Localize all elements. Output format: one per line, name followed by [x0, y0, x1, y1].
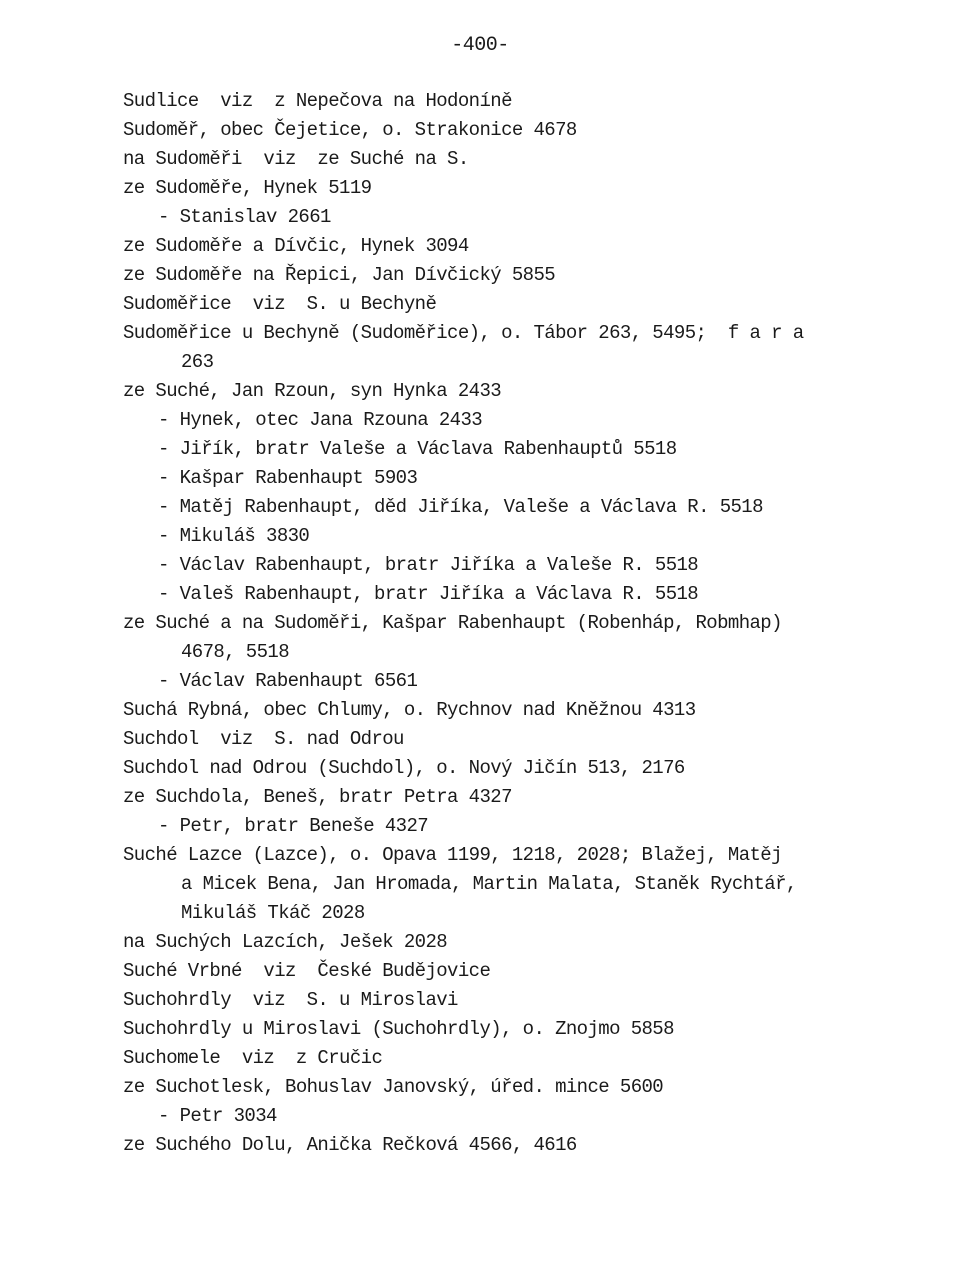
index-entry: Suchohrdly viz S. u Miroslavi — [123, 989, 458, 1011]
index-subentry: - Václav Rabenhaupt 6561 — [158, 670, 418, 692]
index-entry: Suchdol viz S. nad Odrou — [123, 728, 404, 750]
index-entry: na Suchých Lazcích, Ješek 2028 — [123, 931, 448, 953]
index-entry: ze Suché, Jan Rzoun, syn Hynka 2433 — [123, 380, 502, 402]
index-entry: Sudoměřice viz S. u Bechyně — [123, 293, 437, 315]
index-entry: Sudlice viz z Nepečova na Hodoníně — [123, 90, 512, 112]
index-subentry: - Stanislav 2661 — [158, 206, 331, 228]
index-subentry: - Mikuláš 3830 — [158, 525, 310, 547]
index-subentry: - Hynek, otec Jana Rzouna 2433 — [158, 409, 483, 431]
index-entry: Sudoměř, obec Čejetice, o. Strakonice 4678 — [123, 119, 577, 141]
index-subentry: - Matěj Rabenhaupt, děd Jiříka, Valeše a Václava R. 5518 — [158, 496, 763, 518]
index-entry: na Sudoměři viz ze Suché na S. — [123, 148, 469, 170]
index-entry: Suchomele viz z Cručic — [123, 1047, 383, 1069]
index-subentry: a Micek Bena, Jan Hromada, Martin Malata, Staněk Rychtář, — [181, 873, 797, 895]
index-subentry: 263 — [181, 351, 214, 373]
index-entry: ze Sudoměře a Dívčic, Hynek 3094 — [123, 235, 469, 257]
index-entry: ze Sudoměře na Řepici, Jan Dívčický 5855 — [123, 264, 556, 286]
index-subentry: - Valeš Rabenhaupt, bratr Jiříka a Václava R. 5518 — [158, 583, 699, 605]
index-entry: Suchdol nad Odrou (Suchdol), o. Nový Jičín 513, 2176 — [123, 757, 685, 779]
index-entry: Sudoměřice u Bechyně (Sudoměřice), o. Tábor 263, 5495; f a r a — [123, 322, 804, 344]
index-entries — [0, 87, 960, 1160]
index-subentry: - Petr, bratr Beneše 4327 — [158, 815, 429, 837]
index-subentry: - Kašpar Rabenhaupt 5903 — [158, 467, 418, 489]
index-entry: ze Suchotlesk, Bohuslav Janovský, úřed. mince 5600 — [123, 1076, 664, 1098]
index-entry: ze Suchdola, Beneš, bratr Petra 4327 — [123, 786, 512, 808]
index-entry: ze Suché a na Sudoměři, Kašpar Rabenhaupt (Robenháp, Robmhap) — [123, 612, 782, 634]
index-entry: Suché Vrbné viz České Budějovice — [123, 960, 491, 982]
index-subentry: - Petr 3034 — [158, 1105, 277, 1127]
index-subentry: - Václav Rabenhaupt, bratr Jiříka a Valeše R. 5518 — [158, 554, 699, 576]
index-subentry: - Jiřík, bratr Valeše a Václava Rabenhauptů 5518 — [158, 438, 677, 460]
page-number: -400- — [451, 34, 509, 57]
index-entry: Suchohrdly u Miroslavi (Suchohrdly), o. Znojmo 5858 — [123, 1018, 674, 1040]
index-entry: Suché Lazce (Lazce), o. Opava 1199, 1218, 2028; Blažej, Matěj — [123, 844, 782, 866]
index-subentry: Mikuláš Tkáč 2028 — [181, 902, 365, 924]
index-entry: ze Suchého Dolu, Anička Rečková 4566, 4616 — [123, 1134, 577, 1156]
index-entry: Suchá Rybná, obec Chlumy, o. Rychnov nad Kněžnou 4313 — [123, 699, 696, 721]
index-entry: ze Sudoměře, Hynek 5119 — [123, 177, 372, 199]
index-subentry: 4678, 5518 — [181, 641, 290, 663]
